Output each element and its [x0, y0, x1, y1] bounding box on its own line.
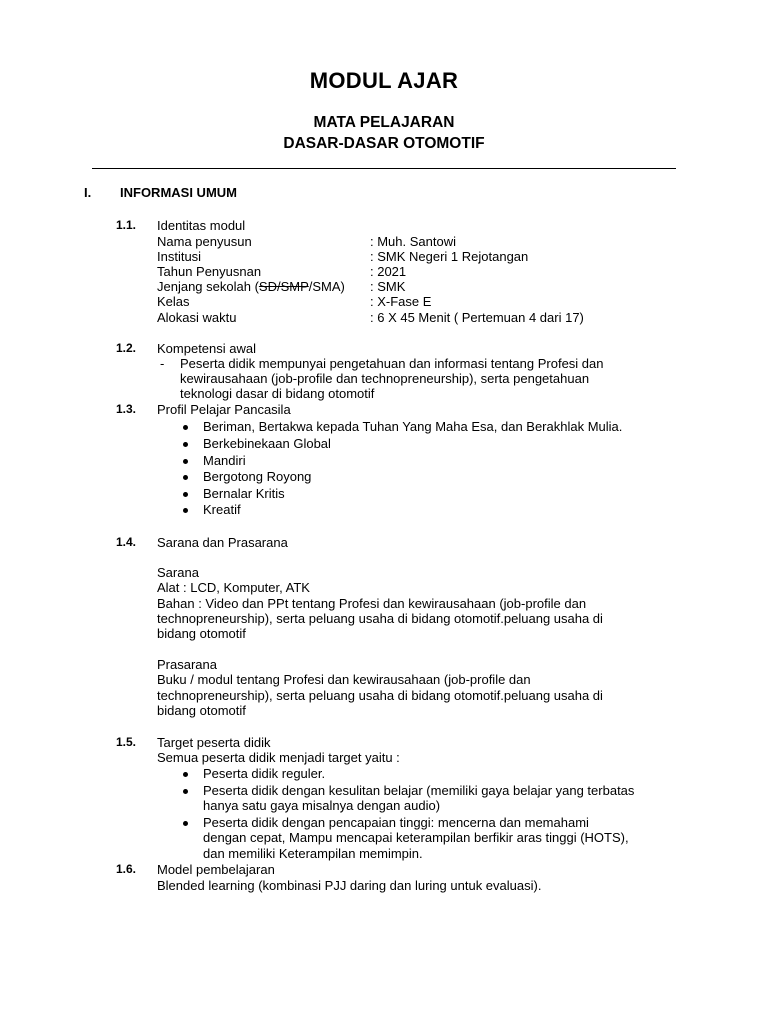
bullet-icon [183, 821, 188, 826]
jenjang-struck-options: SD/SMP [258, 279, 309, 294]
profil-item: Bernalar Kritis [203, 486, 285, 501]
identity-label: Nama penyusun [157, 234, 252, 249]
bullet-icon [183, 492, 188, 497]
profil-item: Kreatif [203, 502, 241, 517]
bullet-icon [183, 442, 188, 447]
identity-value: : SMK Negeri 1 Rejotangan [370, 249, 529, 264]
identity-value: : X-Fase E [370, 294, 432, 309]
model-text: Blended learning (kombinasi PJJ daring dan luring untuk evaluasi). [157, 878, 542, 893]
sarana-text: technopreneurship), serta peluang usaha di bidang otomotif.peluang usaha di [157, 611, 603, 626]
sarana-text: Alat : LCD, Komputer, ATK [157, 580, 310, 595]
sarana-text: bidang otomotif [157, 626, 246, 641]
subsection-number-1-2: 1.2. [116, 341, 137, 355]
bullet-icon [183, 772, 188, 777]
jenjang-label-prefix: Jenjang sekolah ( [157, 279, 259, 294]
prasarana-text: bidang otomotif [157, 703, 246, 718]
document-subtitle-subject-name: DASAR-DASAR OTOMOTIF [283, 135, 485, 152]
document-title: MODUL AJAR [309, 68, 459, 93]
bullet-icon [183, 459, 188, 464]
sarana-title: Sarana [157, 565, 199, 580]
kompetensi-text: Peserta didik mempunyai pengetahuan dan informasi tentang Profesi dan [180, 356, 604, 371]
header-divider [92, 168, 676, 169]
identity-label: Alokasi waktu [157, 310, 237, 325]
identity-label: Institusi [157, 249, 202, 264]
target-intro: Semua peserta didik menjadi target yaitu : [157, 750, 400, 765]
subsection-heading-model: Model pembelajaran [157, 862, 275, 877]
identity-label: Kelas [157, 294, 190, 309]
identity-value: : 6 X 45 Menit ( Pertemuan 4 dari 17) [370, 310, 584, 325]
target-item: hanya satu gaya misalnya dengan audio) [203, 798, 441, 813]
target-item: dan memiliki Keterampilan memimpin. [203, 846, 423, 861]
target-item: dengan cepat, Mampu mencapai keterampilan berfikir aras tinggi (HOTS), [203, 830, 629, 845]
bullet-icon [183, 475, 188, 480]
subsection-number-1-6: 1.6. [116, 862, 137, 876]
section-title: INFORMASI UMUM [120, 185, 237, 200]
prasarana-text: Buku / modul tentang Profesi dan kewirausahaan (job-profile dan [157, 672, 531, 687]
profil-item: Mandiri [203, 453, 246, 468]
section-number: I. [84, 185, 92, 200]
sarana-text: Bahan : Video dan PPt tentang Profesi dan kewirausahaan (job-profile dan [157, 596, 587, 611]
bullet-icon [183, 789, 188, 794]
identity-label: Tahun Penyusnan [157, 264, 262, 279]
kompetensi-text: teknologi dasar di bidang otomotif [180, 386, 375, 401]
identity-label-jenjang [157, 279, 345, 294]
bullet-icon [183, 508, 188, 513]
subsection-number-1-4: 1.4. [116, 535, 137, 549]
subsection-number-1-1: 1.1. [116, 218, 137, 232]
document-subtitle-subject-label: MATA PELAJARAN [313, 114, 455, 131]
profil-item: Beriman, Bertakwa kepada Tuhan Yang Maha Esa, dan Berakhlak Mulia. [203, 419, 623, 434]
subsection-number-1-5: 1.5. [116, 735, 137, 749]
target-item: Peserta didik reguler. [203, 766, 326, 781]
target-item: Peserta didik dengan pencapaian tinggi: mencerna dan memahami [203, 815, 589, 830]
identity-value: : SMK [370, 279, 406, 294]
target-item: Peserta didik dengan kesulitan belajar (memiliki gaya belajar yang terbatas [203, 783, 635, 798]
subsection-heading-profil: Profil Pelajar Pancasila [157, 402, 291, 417]
profil-item: Berkebinekaan Global [203, 436, 331, 451]
profil-item: Bergotong Royong [203, 469, 312, 484]
subsection-number-1-3: 1.3. [116, 402, 137, 416]
subsection-heading-target: Target peserta didik [157, 735, 271, 750]
prasarana-title: Prasarana [157, 657, 217, 672]
dash-marker: - [160, 356, 165, 371]
subsection-heading-identitas: Identitas modul [157, 218, 246, 233]
jenjang-label-suffix: /SMA) [308, 279, 345, 294]
prasarana-text: technopreneurship), serta peluang usaha di bidang otomotif.peluang usaha di [157, 688, 603, 703]
kompetensi-text: kewirausahaan (job-profile dan technopreneurship), serta pengetahuan [180, 371, 590, 386]
identity-value: : 2021 [370, 264, 407, 279]
bullet-icon [183, 425, 188, 430]
identity-value: : Muh. Santowi [370, 234, 456, 249]
subsection-heading-kompetensi: Kompetensi awal [157, 341, 256, 356]
subsection-heading-sarana-prasarana: Sarana dan Prasarana [157, 535, 288, 550]
